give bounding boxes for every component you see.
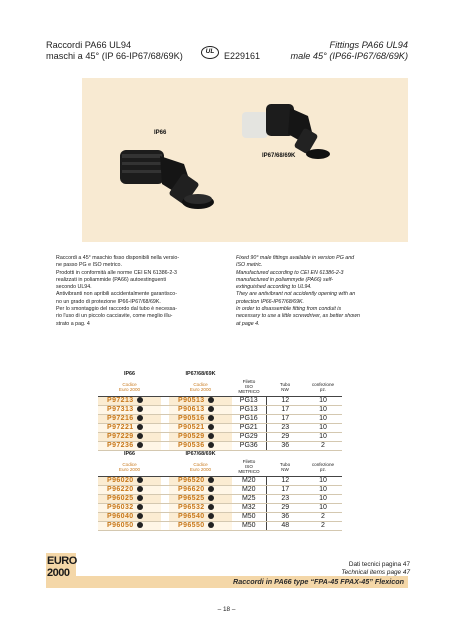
desc-en-line: ISO metric. <box>236 262 263 269</box>
desc-en-line: In order to disassemble fitting from conduit is <box>236 306 342 313</box>
header-title-it <box>46 40 183 62</box>
code-ip66: P97229 <box>107 433 134 440</box>
group-ip67: IP67/68/69K <box>185 371 216 377</box>
ul-approval-icon <box>208 424 214 430</box>
code-ip66-cell <box>98 521 161 530</box>
conduit-nw: 36 <box>281 513 290 520</box>
desc-en-line: at page 4. <box>236 320 260 327</box>
thread-size: M50 <box>241 513 256 520</box>
col-tubo: Tubo NW <box>266 378 304 396</box>
ul-approval-icon <box>137 406 143 412</box>
ul-approval-icon <box>208 442 214 448</box>
header-title-en <box>290 40 408 62</box>
header-right-line2: male 45° (IP66-IP67/68/69K) <box>290 51 408 61</box>
col-confezione: confezione pz. <box>304 458 342 476</box>
conduit-nw-cell <box>266 503 304 512</box>
conduit-nw-cell <box>266 521 304 530</box>
table-group-header <box>98 450 342 458</box>
pack-qty: 10 <box>319 504 327 511</box>
page-number: – 18 – <box>217 606 236 613</box>
ul-approval-icon <box>208 486 214 492</box>
col-tubo: Tubo NW <box>266 458 304 476</box>
pack-qty-cell <box>304 485 342 494</box>
pack-qty-cell <box>304 414 342 423</box>
conduit-nw-cell <box>266 432 304 441</box>
pack-qty-cell <box>304 405 342 414</box>
table-row <box>98 432 342 441</box>
group-ip66: IP66 <box>123 451 136 457</box>
code-ip66: P96025 <box>107 495 134 502</box>
table-metric-body <box>98 476 342 530</box>
code-ip67: P90521 <box>178 424 205 431</box>
thread-size: PG13 <box>239 406 258 413</box>
conduit-nw: 29 <box>281 433 290 440</box>
conduit-nw-cell <box>266 441 304 450</box>
col-codice-ip67: Codice Euro 2000 <box>169 378 232 396</box>
conduit-nw-cell <box>266 485 304 494</box>
col-confezione: confezione pz. <box>304 378 342 396</box>
pack-qty-cell <box>304 521 342 530</box>
desc-it-line: Per lo smontaggio del raccordo dal tubo è necessa- <box>56 306 178 313</box>
desc-it-line: rio l'uso di un piccolo cacciavite, come meglio illu- <box>56 313 173 320</box>
conduit-nw: 17 <box>281 415 290 422</box>
code-ip67: P90536 <box>178 442 205 449</box>
code-ip67: P96532 <box>178 504 205 511</box>
pack-qty: 10 <box>319 397 327 404</box>
col-codice-ip67: Codice Euro 2000 <box>169 458 232 476</box>
ul-approval-icon <box>137 424 143 430</box>
code-ip67-cell <box>169 432 232 441</box>
code-ip66: P97221 <box>107 424 134 431</box>
euro2000-logo: EURO 2000 <box>46 553 76 583</box>
code-ip66-cell <box>98 432 161 441</box>
conduit-nw-cell <box>266 423 304 432</box>
table-row <box>98 503 342 512</box>
desc-en-line: Fixed 90° male fittings available in version PG and <box>236 255 355 261</box>
code-ip67-cell <box>169 405 232 414</box>
code-ip67: P96525 <box>178 495 205 502</box>
ul-approval-icon <box>137 495 143 501</box>
ul-approval-icon <box>137 504 143 510</box>
ip66-fitting-image <box>120 150 214 209</box>
desc-it-line: Prodotti in conformità alle norme CEI EN 61386-2-3 <box>56 269 178 276</box>
code-ip67: P96540 <box>178 513 205 520</box>
code-ip67: P96550 <box>178 522 205 529</box>
pack-qty: 10 <box>319 433 327 440</box>
thread-size-cell <box>232 521 266 530</box>
ul-approval-icon <box>208 433 214 439</box>
pack-qty: 10 <box>319 486 327 493</box>
desc-en-line: Manufactured according to CEI EN 61386-2-3 <box>236 269 344 276</box>
pack-qty-cell <box>304 396 342 405</box>
footer-banner <box>46 576 408 588</box>
thread-size: M25 <box>241 495 256 502</box>
col-codice-ip66: Codice Euro 2000 <box>98 458 161 476</box>
conduit-nw: 48 <box>281 522 290 529</box>
desc-en-line: They are antivibrant not accidently opening with an <box>236 291 356 298</box>
ul-approval-icon <box>137 477 143 483</box>
thread-size: M32 <box>241 504 256 511</box>
ul-approval-icon <box>137 522 143 528</box>
conduit-nw: 12 <box>281 397 290 404</box>
thread-size-cell <box>232 476 266 485</box>
pack-qty: 10 <box>319 495 327 502</box>
code-ip66-cell <box>98 485 161 494</box>
ul-approval-icon <box>208 495 214 501</box>
code-ip66: P96020 <box>107 477 134 484</box>
description-english <box>236 255 396 328</box>
table-row <box>98 423 342 432</box>
tech-ref-en: Technical items page 47 <box>341 569 410 576</box>
thread-size-cell <box>232 405 266 414</box>
conduit-nw: 29 <box>281 504 290 511</box>
desc-it-line: realizzati in poliammide (PA66) autoestinguenti <box>56 276 167 283</box>
pack-qty: 10 <box>319 477 327 484</box>
product-photo <box>82 78 408 242</box>
thread-size-cell <box>232 494 266 503</box>
ul-approval-icon <box>208 406 214 412</box>
code-ip66: P96040 <box>107 513 134 520</box>
ul-approval-icon <box>137 442 143 448</box>
code-ip67-cell <box>169 423 232 432</box>
table-pg-body <box>98 396 342 450</box>
code-ip67-cell <box>169 414 232 423</box>
code-ip66: P97313 <box>107 406 134 413</box>
ul-approval-icon <box>137 513 143 519</box>
pack-qty-cell <box>304 432 342 441</box>
code-ip67-cell <box>169 476 232 485</box>
header-left-line2: maschi a 45° (IP 66-IP67/68/69K) <box>46 51 183 61</box>
code-ip66: P97216 <box>107 415 134 422</box>
code-ip66-cell <box>98 494 161 503</box>
label-ip66: IP66 <box>154 130 167 136</box>
table-column-header <box>98 458 342 476</box>
code-ip67-cell <box>169 441 232 450</box>
thread-size: M50 <box>241 522 256 529</box>
ip67-fitting-image <box>242 104 330 159</box>
description-italian <box>56 255 226 328</box>
thread-size: PG36 <box>239 442 258 449</box>
code-ip66-cell <box>98 396 161 405</box>
code-ip67: P90613 <box>178 406 205 413</box>
code-ip67-cell <box>169 485 232 494</box>
desc-en-line: manufactured in poliammyde (PA66) self- <box>236 276 334 283</box>
pack-qty: 2 <box>321 442 325 449</box>
table-column-header <box>98 378 342 396</box>
table-row <box>98 441 342 450</box>
ul-approval-icon <box>137 415 143 421</box>
group-ip67: IP67/68/69K <box>185 451 216 457</box>
ul-certificate-code: E229161 <box>224 51 261 61</box>
header-right-line1: Fittings PA66 UL94 <box>329 40 408 50</box>
conduit-nw-cell <box>266 396 304 405</box>
desc-it-line: secondo UL94. <box>56 284 92 291</box>
conduit-nw-cell <box>266 494 304 503</box>
group-ip66: IP66 <box>123 371 136 377</box>
col-filetto: Filetto ISO METRICO <box>232 378 266 396</box>
technical-reference <box>300 561 410 577</box>
thread-size: PG16 <box>239 415 258 422</box>
code-ip66-cell <box>98 512 161 521</box>
col-codice-ip66: Codice Euro 2000 <box>98 378 161 396</box>
pack-qty-cell <box>304 476 342 485</box>
desc-it-line: Antivibranti non apribili accidentalmente garantisco- <box>56 291 178 298</box>
thread-size: PG21 <box>239 424 258 431</box>
pack-qty: 10 <box>319 424 327 431</box>
table-row <box>98 414 342 423</box>
code-ip67: P90516 <box>178 415 205 422</box>
code-ip67: P96520 <box>178 477 205 484</box>
table-row <box>98 521 342 530</box>
pack-qty-cell <box>304 423 342 432</box>
code-ip67-cell <box>169 521 232 530</box>
desc-it-line: strato a pag. 4 <box>56 320 90 327</box>
pack-qty-cell <box>304 503 342 512</box>
thread-size-cell <box>232 423 266 432</box>
conduit-nw-cell <box>266 512 304 521</box>
conduit-nw: 23 <box>281 424 290 431</box>
col-filetto: Filetto ISO METRICO <box>232 458 266 476</box>
code-ip66-cell <box>98 414 161 423</box>
thread-size-cell <box>232 503 266 512</box>
ul-approval-icon <box>137 486 143 492</box>
thread-size: M20 <box>241 486 256 493</box>
footer-product-line: Raccordi in PA66 type “FPA-45 FPAX-45” Flexicon <box>233 577 404 586</box>
tech-ref-it: Dati tecnici pagina 47 <box>348 561 410 568</box>
code-ip67: P96620 <box>178 486 205 493</box>
pack-qty-cell <box>304 512 342 521</box>
conduit-nw: 36 <box>281 442 290 449</box>
product-table-metric <box>98 450 342 531</box>
code-ip66: P96050 <box>107 522 134 529</box>
table-row <box>98 476 342 485</box>
thread-size-cell <box>232 512 266 521</box>
ul-approval-icon <box>208 504 214 510</box>
ul-approval-icon <box>208 415 214 421</box>
ul-approval-icon <box>208 522 214 528</box>
code-ip67-cell <box>169 396 232 405</box>
thread-size: PG29 <box>239 433 258 440</box>
pack-qty: 2 <box>321 513 325 520</box>
pack-qty: 2 <box>321 522 325 529</box>
thread-size-cell <box>232 414 266 423</box>
desc-en-line: necessary to use a little screwdriver, as better shown <box>236 313 360 320</box>
thread-size: M20 <box>241 477 256 484</box>
desc-en-line: extinguished according to UL94. <box>236 284 312 291</box>
table-row <box>98 485 342 494</box>
table-row <box>98 494 342 503</box>
table-row <box>98 396 342 405</box>
code-ip66: P97213 <box>107 397 134 404</box>
thread-size-cell <box>232 441 266 450</box>
code-ip66-cell <box>98 441 161 450</box>
ul-approval-icon <box>208 513 214 519</box>
ul-approval-icon <box>208 477 214 483</box>
desc-it-line: ne passo PG e ISO metrico. <box>56 262 122 269</box>
label-ip67: IP67/68/69K <box>262 153 296 159</box>
desc-it-line: Raccordi a 45° maschio fisso disponibili nella versio- <box>56 255 180 261</box>
pack-qty-cell <box>304 441 342 450</box>
code-ip67-cell <box>169 512 232 521</box>
thread-size-cell <box>232 485 266 494</box>
pack-qty: 10 <box>319 415 327 422</box>
conduit-nw: 23 <box>281 495 290 502</box>
pack-qty-cell <box>304 494 342 503</box>
code-ip67: P90513 <box>178 397 205 404</box>
code-ip66: P97236 <box>107 442 134 449</box>
thread-size: PG13 <box>239 397 258 404</box>
conduit-nw-cell <box>266 405 304 414</box>
desc-en-line: protection IP66-IP67/68/69K. <box>236 298 305 305</box>
conduit-nw: 12 <box>281 477 290 484</box>
table-group-header <box>98 370 342 378</box>
code-ip66: P96032 <box>107 504 134 511</box>
code-ip66-cell <box>98 405 161 414</box>
code-ip66-cell <box>98 476 161 485</box>
ul-approval-icon <box>137 433 143 439</box>
product-table-pg <box>98 370 342 451</box>
code-ip66: P96220 <box>107 486 134 493</box>
pack-qty: 10 <box>319 406 327 413</box>
thread-size-cell <box>232 396 266 405</box>
conduit-nw-cell <box>266 414 304 423</box>
code-ip66-cell <box>98 503 161 512</box>
code-ip66-cell <box>98 423 161 432</box>
code-ip67-cell <box>169 503 232 512</box>
fittings-illustration <box>82 78 408 242</box>
ul-approval-icon <box>137 397 143 403</box>
conduit-nw: 17 <box>281 406 290 413</box>
header-left-line1: Raccordi PA66 UL94 <box>46 40 132 50</box>
desc-it-line: no un grado di protezione IP66-IP67/68/69K. <box>56 298 161 305</box>
conduit-nw-cell <box>266 476 304 485</box>
code-ip67: P90529 <box>178 433 205 440</box>
table-row <box>98 405 342 414</box>
table-row <box>98 512 342 521</box>
ul-certification-mark: UL <box>201 46 219 59</box>
ul-approval-icon <box>208 397 214 403</box>
page-header <box>46 40 408 70</box>
code-ip67-cell <box>169 494 232 503</box>
conduit-nw: 17 <box>281 486 290 493</box>
thread-size-cell <box>232 432 266 441</box>
